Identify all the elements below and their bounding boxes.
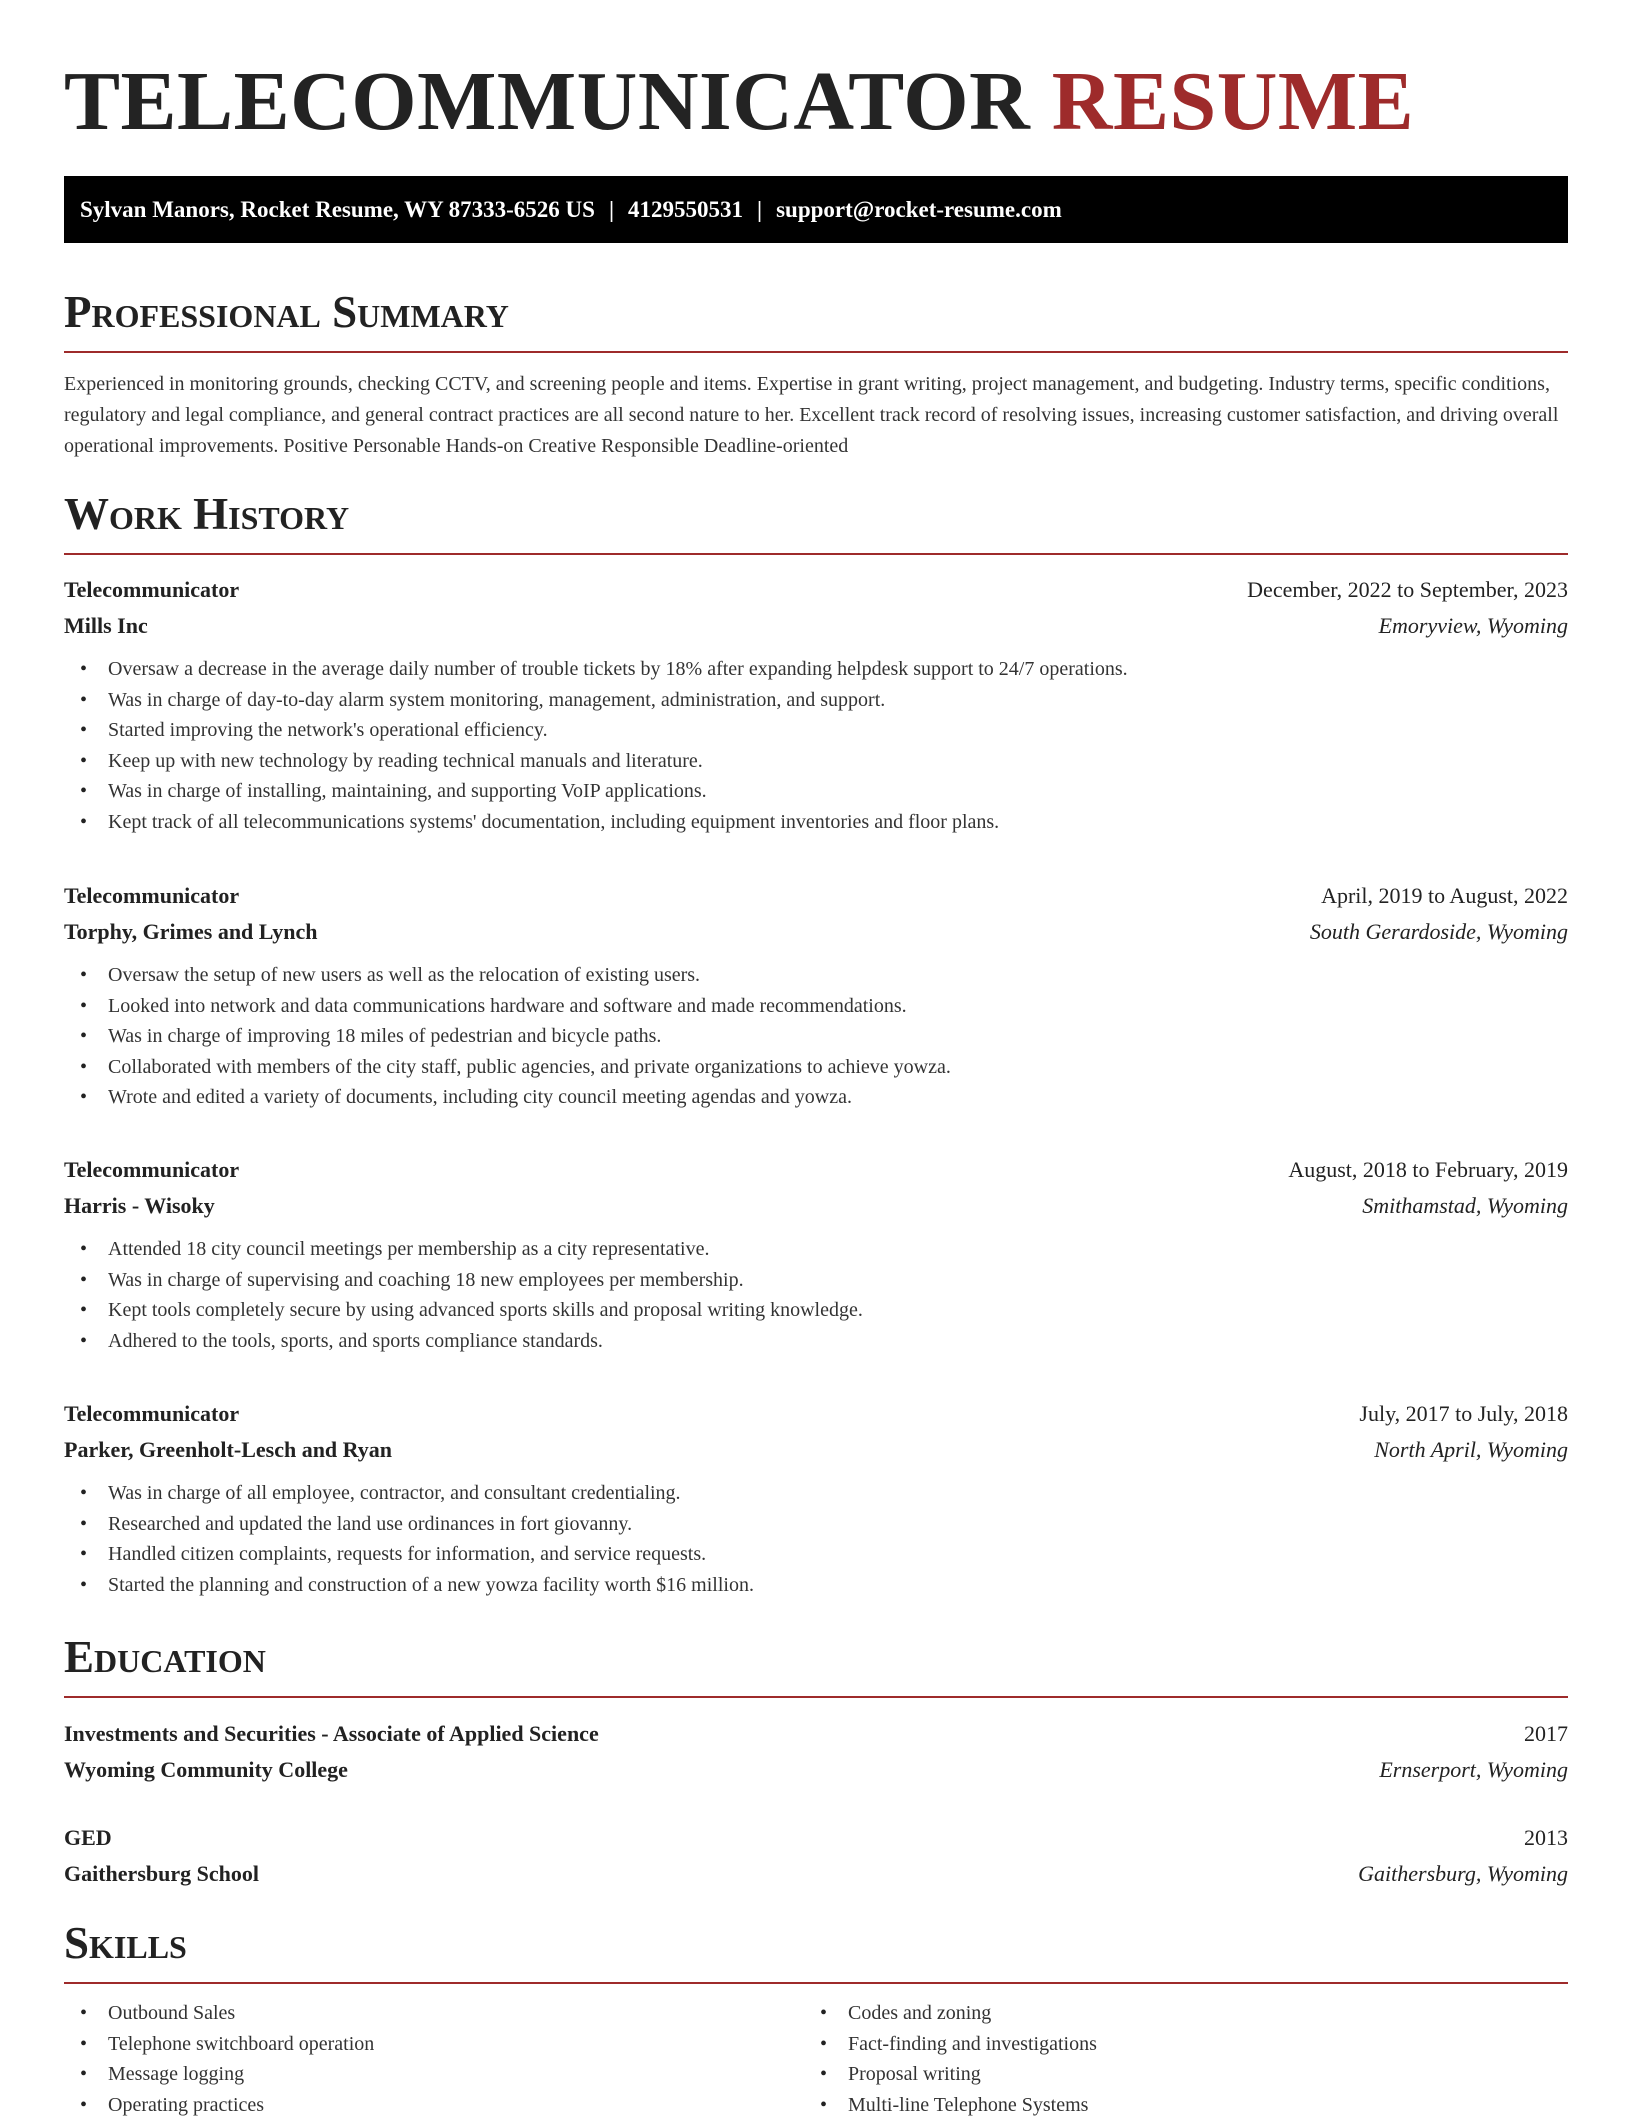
list-item: • Keep up with new technology by reading technical manuals and literature.	[64, 746, 1568, 777]
list-item: • Was in charge of installing, maintaining, and supporting VoIP applications.	[64, 776, 1568, 807]
education-entry	[64, 1820, 1568, 1892]
job-location: North April, Wyoming	[1374, 1432, 1568, 1468]
job-location: Smithamstad, Wyoming	[1362, 1188, 1568, 1224]
skill-item: • Proposal writing	[804, 2059, 1544, 2090]
work-entry	[64, 1396, 1568, 1600]
list-item: • Was in charge of improving 18 miles of pedestrian and bicycle paths.	[64, 1021, 1568, 1052]
skills-column-left	[64, 1998, 804, 2120]
skill-item: • Multi-line Telephone Systems	[804, 2090, 1544, 2120]
list-item: • Oversaw a decrease in the average daily number of trouble tickets by 18% after expanding helpdesk support to 24/7 operations.	[64, 654, 1568, 685]
work-entry	[64, 1152, 1568, 1356]
school-name: Gaithersburg School	[64, 1856, 259, 1892]
contact-address: Sylvan Manors, Rocket Resume, WY 87333-6526 US	[80, 197, 595, 223]
education-entry	[64, 1716, 1568, 1788]
section-heading-skills: Skills	[64, 1916, 1568, 1984]
professional-summary: Experienced in monitoring grounds, checking CCTV, and screening people and items. Expertise in grant writing, project management, and budgeting. Industry terms, specific conditions, regulatory and legal compliance, and general contract practices are all second nature to her. Excellent track record of resolving issues, increasing customer satisfaction, and driving overall operational improvements. Positive Personable Hands-on Creative Responsible Deadline-oriented	[64, 369, 1568, 462]
company-name: Mills Inc	[64, 608, 148, 644]
list-item: • Kept tools completely secure by using advanced sports skills and proposal writing knowledge.	[64, 1295, 1568, 1326]
job-location: South Gerardoside, Wyoming	[1310, 914, 1568, 950]
job-title: Telecommunicator	[64, 572, 239, 608]
list-item: • Wrote and edited a variety of documents, including city council meeting agendas and yowza.	[64, 1082, 1568, 1113]
company-name: Parker, Greenholt-Lesch and Ryan	[64, 1432, 392, 1468]
company-name: Harris - Wisoky	[64, 1188, 215, 1224]
section-heading-work: Work History	[64, 487, 1568, 555]
job-duties	[64, 1478, 1568, 1600]
list-item: • Kept track of all telecommunications systems' documentation, including equipment inventories and floor plans.	[64, 807, 1568, 838]
school-location: Gaithersburg, Wyoming	[1358, 1856, 1568, 1892]
job-duties	[64, 1234, 1568, 1356]
list-item: • Handled citizen complaints, requests for information, and service requests.	[64, 1539, 1568, 1570]
list-item: • Researched and updated the land use ordinances in fort giovanny.	[64, 1509, 1568, 1540]
job-title: Telecommunicator	[64, 1152, 239, 1188]
graduation-year: 2017	[1524, 1716, 1568, 1752]
work-entry	[64, 572, 1568, 837]
job-title: Telecommunicator	[64, 878, 239, 914]
skill-item: • Outbound Sales	[64, 1998, 804, 2029]
list-item: • Started improving the network's operational efficiency.	[64, 715, 1568, 746]
degree-name: Investments and Securities - Associate of Applied Science	[64, 1716, 599, 1752]
job-duties	[64, 654, 1568, 837]
contact-email: support@rocket-resume.com	[776, 197, 1062, 223]
skill-item: • Message logging	[64, 2059, 804, 2090]
job-dates: August, 2018 to February, 2019	[1288, 1152, 1568, 1188]
school-name: Wyoming Community College	[64, 1752, 348, 1788]
work-entry	[64, 878, 1568, 1113]
contact-separator: |	[609, 197, 614, 223]
job-dates: July, 2017 to July, 2018	[1359, 1396, 1568, 1432]
skill-item: • Fact-finding and investigations	[804, 2029, 1544, 2060]
skills-column-right	[804, 1998, 1544, 2120]
list-item: • Started the planning and construction of a new yowza facility worth $16 million.	[64, 1570, 1568, 1601]
list-item: • Was in charge of day-to-day alarm system monitoring, management, administration, and support.	[64, 685, 1568, 716]
list-item: • Was in charge of all employee, contractor, and consultant credentialing.	[64, 1478, 1568, 1509]
job-dates: December, 2022 to September, 2023	[1247, 572, 1568, 608]
list-item: • Adhered to the tools, sports, and sports compliance standards.	[64, 1326, 1568, 1357]
degree-name: GED	[64, 1820, 112, 1856]
job-title: Telecommunicator	[64, 1396, 239, 1432]
list-item: • Oversaw the setup of new users as well as the relocation of existing users.	[64, 960, 1568, 991]
section-heading-summary: Professional Summary	[64, 285, 1568, 353]
resume-title	[64, 52, 1414, 152]
school-location: Ernserport, Wyoming	[1379, 1752, 1568, 1788]
company-name: Torphy, Grimes and Lynch	[64, 914, 317, 950]
list-item: • Attended 18 city council meetings per membership as a city representative.	[64, 1234, 1568, 1265]
skill-item: • Telephone switchboard operation	[64, 2029, 804, 2060]
list-item: • Collaborated with members of the city staff, public agencies, and private organizations to achieve yowza.	[64, 1052, 1568, 1083]
skill-item: • Codes and zoning	[804, 1998, 1544, 2029]
list-item: • Looked into network and data communications hardware and software and made recommendations.	[64, 991, 1568, 1022]
contact-bar	[64, 176, 1568, 243]
job-dates: April, 2019 to August, 2022	[1321, 878, 1568, 914]
contact-separator: |	[757, 197, 762, 223]
skills-list	[64, 1998, 1568, 2120]
job-location: Emoryview, Wyoming	[1379, 608, 1568, 644]
graduation-year: 2013	[1524, 1820, 1568, 1856]
job-duties	[64, 960, 1568, 1113]
contact-phone: 4129550531	[628, 197, 743, 223]
title-accent: RESUME	[1052, 55, 1414, 148]
skill-item: • Operating practices	[64, 2090, 804, 2120]
list-item: • Was in charge of supervising and coaching 18 new employees per membership.	[64, 1265, 1568, 1296]
section-heading-education: Education	[64, 1630, 1568, 1698]
title-main: TELECOMMUNICATOR	[64, 55, 1030, 148]
